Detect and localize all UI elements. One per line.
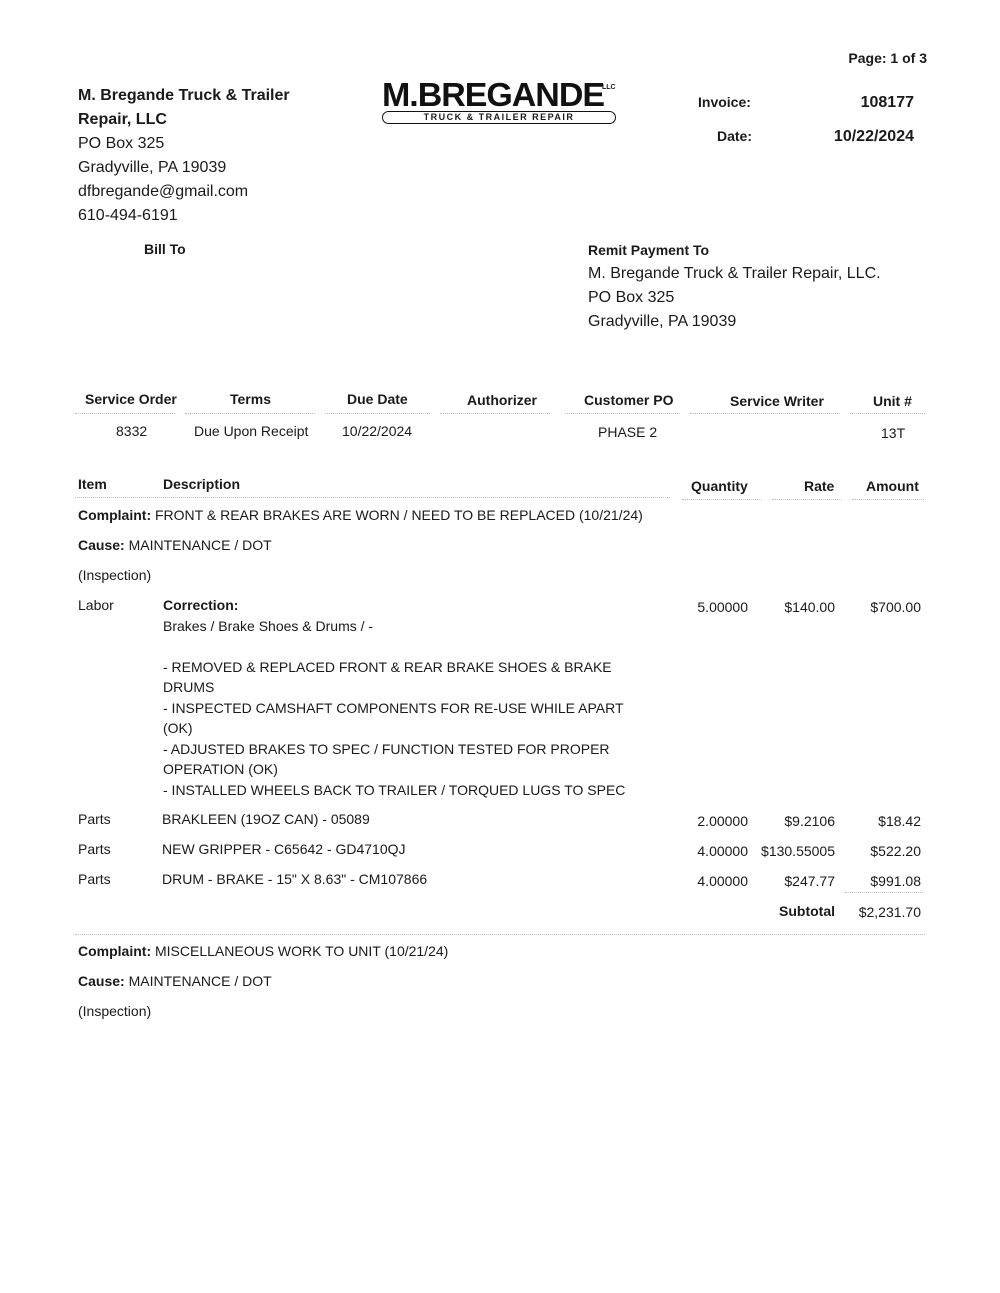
- part-description: BRAKLEEN (19OZ CAN) - 05089: [162, 811, 370, 827]
- remit-city: Gradyville, PA 19039: [588, 313, 737, 330]
- part-description: DRUM - BRAKE - 15" X 8.63" - CM107866: [162, 871, 428, 887]
- company-city: Gradyville, PA 19039: [78, 159, 227, 176]
- cause-label: Cause:: [78, 973, 125, 989]
- remit-po-box: PO Box 325: [588, 289, 675, 306]
- correction-line: - ADJUSTED BRAKES TO SPEC / FUNCTION TESTED FOR PROPER: [163, 741, 610, 757]
- value-customer-po: PHASE 2: [598, 424, 658, 440]
- complaint-label: Complaint:: [78, 943, 152, 959]
- invoice-number: 108177: [860, 94, 914, 111]
- inspection-text: (Inspection): [78, 1003, 152, 1019]
- header-unit: Unit #: [873, 393, 912, 409]
- labor-rate: $140.00: [784, 599, 835, 615]
- company-name-line1: M. Bregande Truck & Trailer: [78, 87, 290, 104]
- remit-name: M. Bregande Truck & Trailer Repair, LLC.: [588, 265, 881, 282]
- part-quantity: 4.00000: [697, 873, 748, 889]
- part-amount: $991.08: [870, 873, 921, 889]
- invoice-date: 10/22/2024: [833, 128, 914, 145]
- correction-line: (OK): [163, 720, 193, 736]
- page-number: Page: 1 of 3: [848, 50, 927, 66]
- labor-quantity: 5.00000: [697, 599, 748, 615]
- complaint-label: Complaint:: [78, 507, 152, 523]
- part-item: Parts: [78, 871, 111, 887]
- value-due-date: 10/22/2024: [342, 423, 413, 439]
- part-rate: $247.77: [784, 873, 835, 889]
- part-rate: $130.55005: [761, 843, 835, 859]
- header-service-order: Service Order: [85, 391, 177, 407]
- part-amount: $522.20: [870, 843, 921, 859]
- cause-row: [78, 973, 272, 989]
- complaint-text: MISCELLANEOUS WORK TO UNIT (10/21/24): [155, 943, 449, 959]
- remit-label: Remit Payment To: [588, 242, 710, 258]
- logo-tagline: TRUCK & TRAILER REPAIR: [382, 111, 616, 124]
- header-service-writer: Service Writer: [730, 393, 824, 409]
- part-item: Parts: [78, 811, 111, 827]
- correction-line: - INSPECTED CAMSHAFT COMPONENTS FOR RE-USE WHILE APART: [163, 700, 624, 716]
- cause-label: Cause:: [78, 537, 125, 553]
- cause-text: MAINTENANCE / DOT: [128, 537, 272, 553]
- company-email: dfbregande@gmail.com: [78, 183, 249, 200]
- company-phone: 610-494-6191: [78, 207, 178, 224]
- part-quantity: 2.00000: [697, 813, 748, 829]
- value-service-order: 8332: [116, 423, 148, 439]
- labor-item: Labor: [78, 597, 114, 613]
- cause-row: [78, 537, 272, 553]
- company-po-box: PO Box 325: [78, 135, 165, 152]
- correction-line: DRUMS: [163, 679, 215, 695]
- company-name-line2: Repair, LLC: [78, 111, 167, 128]
- value-terms: Due Upon Receipt: [194, 423, 309, 439]
- header-customer-po: Customer PO: [584, 392, 674, 408]
- part-description: NEW GRIPPER - C65642 - GD4710QJ: [162, 841, 406, 857]
- date-label: Date:: [717, 128, 753, 144]
- complaint-text: FRONT & REAR BRAKES ARE WORN / NEED TO BE REPLACED (10/21/24): [155, 507, 643, 523]
- value-unit: 13T: [881, 425, 906, 441]
- invoice-label: Invoice:: [698, 94, 751, 110]
- header-due-date: Due Date: [347, 391, 408, 407]
- header-terms: Terms: [230, 391, 271, 407]
- section-divider: [75, 934, 925, 935]
- company-logo: [382, 76, 616, 124]
- correction-label: Correction:: [163, 597, 239, 613]
- bill-to-label: Bill To: [144, 241, 186, 257]
- logo-main-text: M.BREGANDE: [382, 76, 604, 113]
- header-quantity: Quantity: [691, 478, 748, 494]
- part-amount: $18.42: [878, 813, 921, 829]
- part-item: Parts: [78, 841, 111, 857]
- part-quantity: 4.00000: [697, 843, 748, 859]
- complaint-row: [78, 507, 643, 523]
- subtotal-label: Subtotal: [779, 903, 835, 919]
- header-rate: Rate: [804, 478, 835, 494]
- labor-amount: $700.00: [870, 599, 921, 615]
- cause-text: MAINTENANCE / DOT: [128, 973, 272, 989]
- correction-line: - INSTALLED WHEELS BACK TO TRAILER / TORQUED LUGS TO SPEC: [163, 782, 626, 798]
- subtotal-amount: $2,231.70: [858, 904, 921, 920]
- correction-line: OPERATION (OK): [163, 761, 278, 777]
- part-rate: $9.2106: [784, 813, 835, 829]
- complaint-row: [78, 943, 448, 959]
- correction-summary: Brakes / Brake Shoes & Drums / -: [163, 618, 374, 634]
- header-item: Item: [78, 476, 107, 492]
- inspection-text: (Inspection): [78, 567, 152, 583]
- header-authorizer: Authorizer: [467, 392, 537, 408]
- correction-line: - REMOVED & REPLACED FRONT & REAR BRAKE SHOES & BRAKE: [163, 659, 612, 675]
- header-description: Description: [163, 476, 241, 492]
- logo-llc-text: LLC: [602, 84, 616, 91]
- header-amount: Amount: [866, 478, 919, 494]
